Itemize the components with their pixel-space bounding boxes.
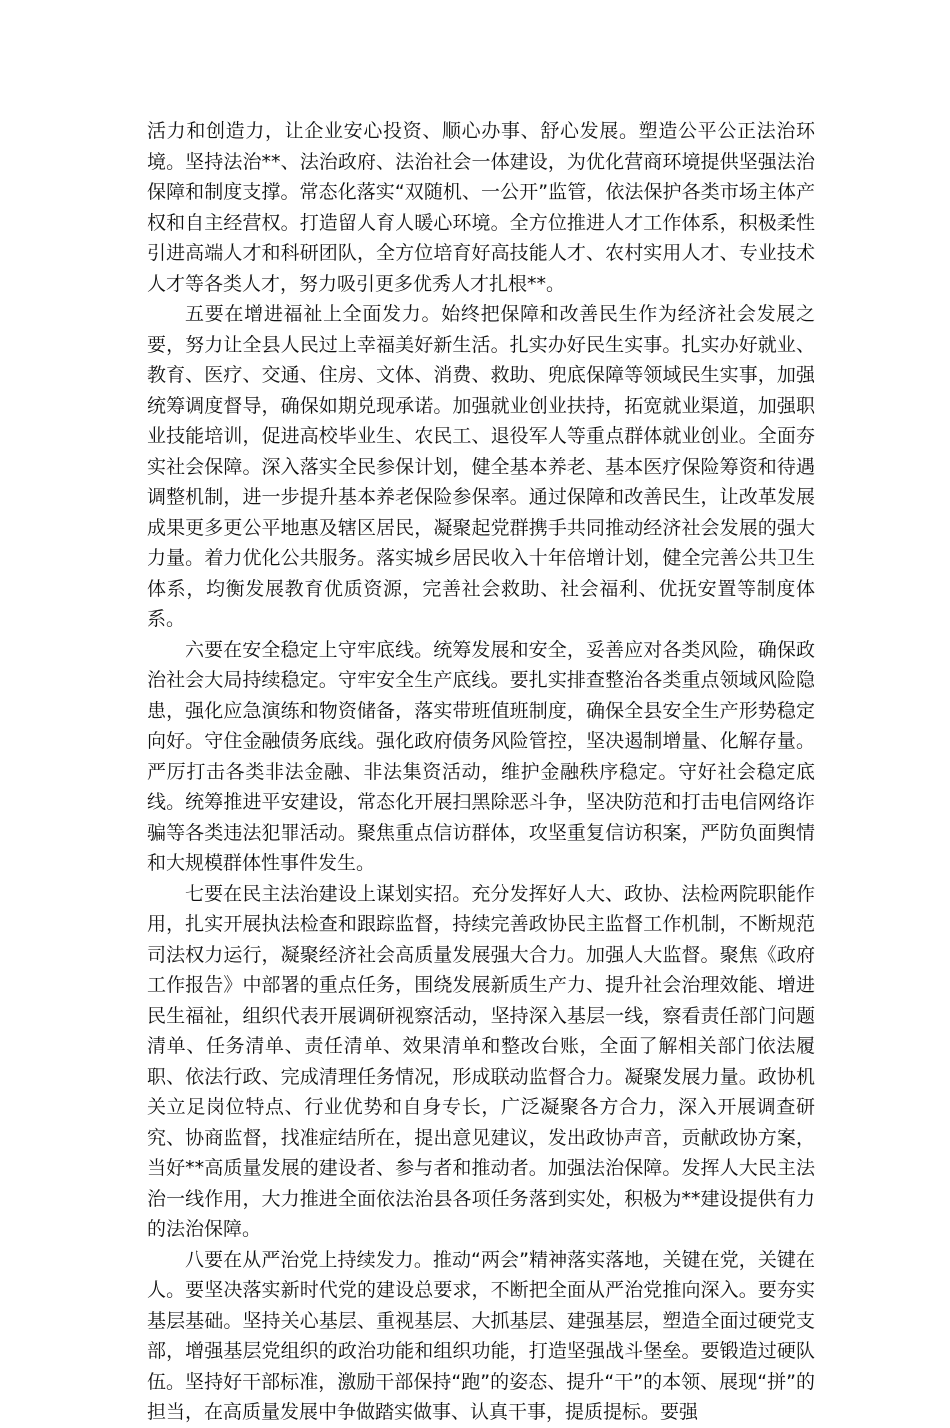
paragraph-continuation: 活力和创造力，让企业安心投资、顺心办事、舒心发展。塑造公平公正法治环境。坚持法治**、法治政府、法治社会一体建设，为优化营商环境提供坚强法治保障和制度支撑。常态化落实“双随机、一公开”监管，依法保护各类市场主体产权和自主经营权。打造留人育人暖心环境。全方位推进人才工作体系，积极柔性引进高端人才和科研团队，全方位培育好高技能人才、农村实用人才、专业技术人才等各类人才，努力吸引更多优秀人才扎根**。	[147, 120, 815, 295]
paragraph-democracy-rule-of-law: 七要在民主法治建设上谋划实招。充分发挥好人大、政协、法检两院职能作用，扎实开展执法检查和跟踪监督，持续完善政协民主监督工作机制，不断规范司法权力运行，凝聚经济社会高质量发展强大合力。加强人大监督。聚焦《政府工作报告》中部署的重点任务，围绕发展新质生产力、提升社会治理效能、增进民生福祉，组织代表开展调研视察活动，坚持深入基层一线，察看责任部门问题清单、任务清单、责任清单、效果清单和整改台账，全面了解相关部门依法履职、依法行政、完成清理任务情况，形成联动监督合力。凝聚发展力量。政协机关立足岗位特点、行业优势和自身专长，广泛凝聚各方合力，深入开展调查研究、协商监督，找准症结所在，提出意见建议，发出政协声音，贡献政协方案，当好**高质量发展的建设者、参与者和推动者。加强法治保障。发挥人大民主法治一线作用，大力推进全面依法治县各项任务落到实处，积极为**建设提供有力的法治保障。	[147, 882, 815, 1240]
document-body	[147, 116, 815, 1428]
paragraph-welfare: 五要在增进福祉上全面发力。始终把保障和改善民生作为经济社会发展之要，努力让全县人民过上幸福美好新生活。扎实办好民生实事。扎实办好就业、教育、医疗、交通、住房、文体、消费、救助、兜底保障等领域民生实事，加强统筹调度督导，确保如期兑现承诺。加强就业创业扶持，拓宽就业渠道，加强职业技能培训，促进高校毕业生、农民工、退役军人等重点群体就业创业。全面夯实社会保障。深入落实全民参保计划，健全基本养老、基本医疗保险筹资和待遇调整机制，进一步提升基本养老保险参保率。通过保障和改善民生，让改革发展成果更多更公平地惠及辖区居民，凝聚起党群携手共同推动经济社会发展的强大力量。着力优化公共服务。落实城乡居民收入十年倍增计划，健全完善公共卫生体系，均衡发展教育优质资源，完善社会救助、社会福利、优抚安置等制度体系。	[147, 303, 815, 630]
paragraph-party-governance: 八要在从严治党上持续发力。推动“两会”精神落实落地，关键在党，关键在人。要坚决落实新时代党的建设总要求，不断把全面从严治党推向深入。要夯实基层基础。坚持关心基层、重视基层、大抓基层、建强基层，塑造全面过硬党支部，增强基层党组织的政治功能和组织功能，打造坚强战斗堡垒。要锻造过硬队伍。坚持好干部标准，激励干部保持“跑”的姿态、提升“干”的本领、展现“拼”的担当，在高质量发展中争做踏实做事、认真干事，提质提标。要强	[147, 1248, 815, 1423]
paragraph-safety-stability: 六要在安全稳定上守牢底线。统筹发展和安全，妥善应对各类风险，确保政治社会大局持续稳定。守牢安全生产底线。要扎实排查整治各类重点领域风险隐患，强化应急演练和物资储备，落实带班值班制度，确保全县安全生产形势稳定向好。守住金融债务底线。强化政府债务风险管控，坚决遏制增量、化解存量。严厉打击各类非法金融、非法集资活动，维护金融秩序稳定。守好社会稳定底线。统筹推进平安建设，常态化开展扫黑除恶斗争，坚决防范和打击电信网络诈骗等各类违法犯罪活动。聚焦重点信访群体，攻坚重复信访积案，严防负面舆情和大规模群体性事件发生。	[147, 638, 815, 874]
